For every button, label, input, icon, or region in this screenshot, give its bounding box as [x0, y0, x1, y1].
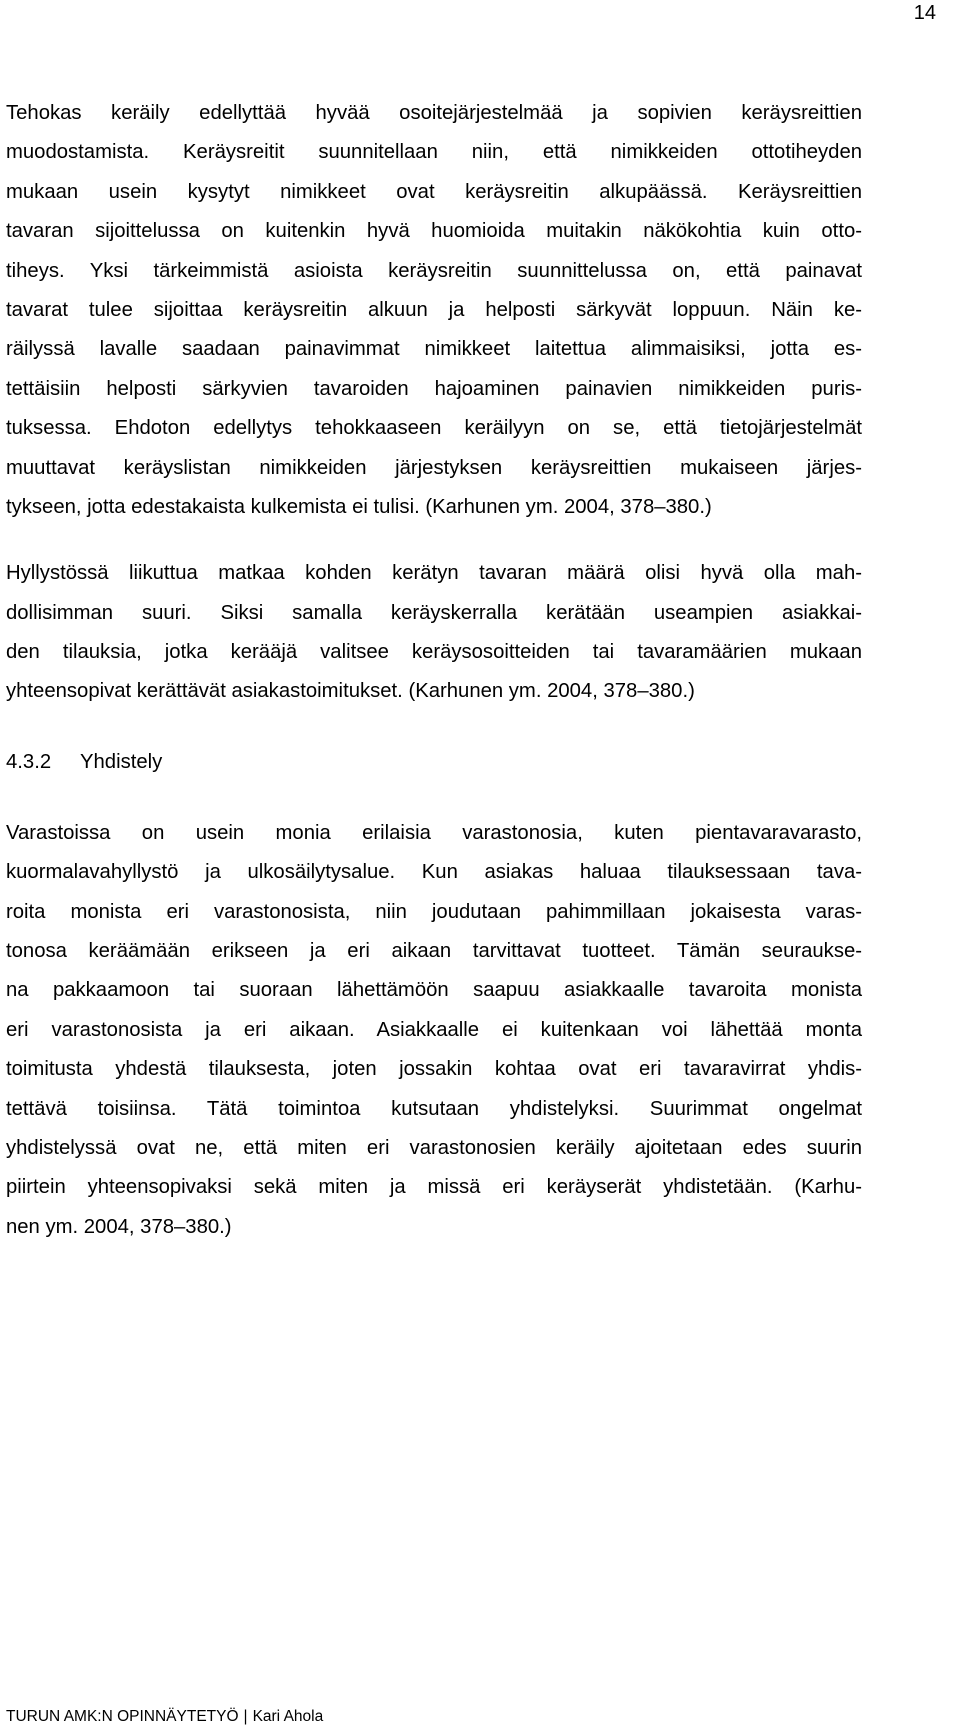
document-body: [6, 94, 862, 1247]
text-line: dollisimman suuri. Siksi samalla keräyskerralla kerätään useampien asiakkai-: [6, 601, 862, 624]
text-line: tiheys. Yksi tärkeimmistä asioista keräysreitin suunnittelussa on, että painavat: [6, 259, 862, 282]
page-footer: [6, 1708, 323, 1726]
text-line: Varastoissa on usein monia erilaisia varastonosia, kuten pientavaravarasto,: [6, 821, 862, 844]
paragraph-2: [6, 554, 862, 712]
text-line: kuormalavahyllystö ja ulkosäilytysalue. Kun asiakas haluaa tilauksessaan tava-: [6, 861, 862, 884]
text-line: tettäisiin helposti särkyvien tavaroiden hajoaminen painavien nimikkeiden puris-: [6, 377, 862, 400]
text-line: tonosa keräämään erikseen ja eri aikaan tarvittavat tuotteet. Tämän seurauksе-: [6, 940, 862, 963]
text-line: Tehokas keräily edellyttää hyvää osoitejärjestelmää ja sopivien keräysreittien: [6, 102, 862, 124]
text-line: yhdistelyssä ovat ne, että miten eri varastonosien keräily ajoitetaan edes suurin: [6, 1136, 862, 1159]
text-line: muuttavat keräyslistan nimikkeiden järjestyksen keräysreittien mukaiseen järjes-: [6, 456, 862, 479]
text-line: eri varastonosista ja eri aikaan. Asiakkaalle ei kuitenkaan voi lähettää monta: [6, 1018, 862, 1041]
footer-separator: |: [243, 1708, 248, 1725]
text-line: tuksessa. Ehdoton edellytys tehokkaaseen keräilyyn on se, että tietojärjestelmät: [6, 417, 862, 440]
footer-institution: TURUN AMK:N OPINNÄYTETYÖ: [6, 1708, 239, 1725]
text-line: mukaan usein kysytyt nimikkeet ovat keräysreitin alkupäässä. Keräysreittien: [6, 180, 862, 203]
text-line: toimitusta yhdestä tilauksesta, joten jossakin kohtaa ovat eri tavaravirrat yhdis-: [6, 1058, 862, 1081]
text-line: tykseen, jotta edestakaista kulkemista ei tulisi. (Karhunen ym. 2004, 378–380.): [6, 495, 712, 518]
text-line: nen ym. 2004, 378–380.): [6, 1215, 232, 1238]
paragraph-1: [6, 94, 862, 527]
text-line: räilyssä lavalle saadaan painavimmat nimikkeet laitettua alimmaisiksi, jotta es-: [6, 338, 862, 361]
text-line: tettävä toisiinsa. Tätä toimintoa kutsutaan yhdistelyksi. Suurimmat ongelmat: [6, 1097, 862, 1120]
section-title: Yhdistely: [80, 750, 163, 773]
text-line: Hyllystössä liikuttua matkaa kohden kerätyn tavaran määrä olisi hyvä olla mah-: [6, 562, 862, 585]
text-line: na pakkaamoon tai suoraan lähettämöön saapuu asiakkaalle tavaroita monista: [6, 979, 862, 1002]
text-line: roita monista eri varastonosista, niin joudutaan pahimmillaan jokaisesta varas-: [6, 900, 862, 923]
text-line: den tilauksia, jotka kerääjä valitsee keräysosoitteiden tai tavaramäärien mukaan: [6, 641, 862, 664]
text-line: yhteensopivat kerättävät asiakastoimitukset. (Karhunen ym. 2004, 378–380.): [6, 680, 695, 703]
section-heading: [6, 742, 862, 782]
text-line: piirtein yhteensopivaksi sekä miten ja missä eri keräyserät yhdistetään. (Karhu-: [6, 1176, 862, 1199]
text-line: tavaran sijoittelussa on kuitenkin hyvä huomioida muitakin näkökohtia kuin otto-: [6, 220, 862, 243]
paragraph-3: [6, 814, 862, 1247]
text-line: tavarat tulee sijoittaa keräysreitin alkuun ja helposti särkyvät loppuun. Näin ke-: [6, 298, 862, 321]
page-number: 14: [913, 2, 936, 24]
footer-author: Kari Ahola: [252, 1708, 324, 1725]
text-line: muodostamista. Keräysreitit suunnitellaan niin, että nimikkeiden ottotiheyden: [6, 141, 862, 164]
section-number: 4.3.2: [6, 750, 52, 773]
